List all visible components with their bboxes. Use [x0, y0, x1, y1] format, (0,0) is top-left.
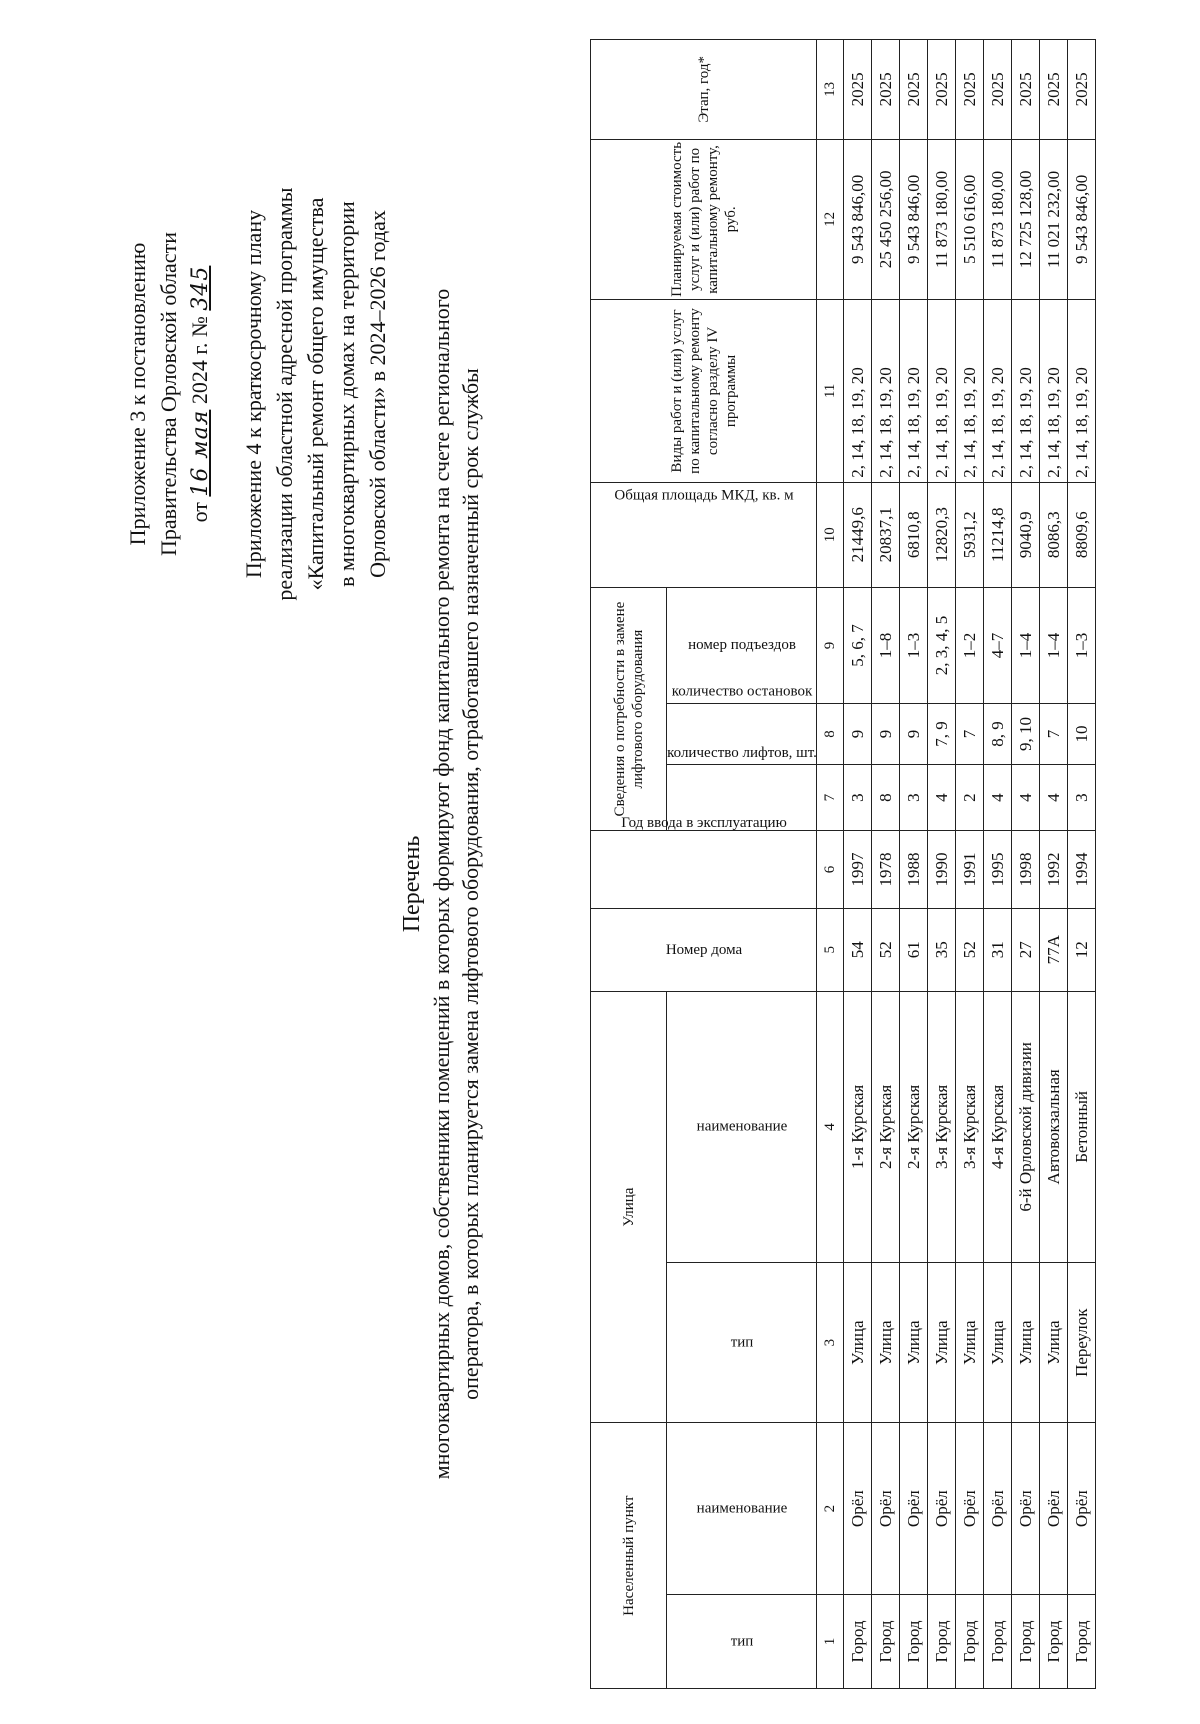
houses-table — [590, 39, 1096, 1689]
cell-works: 2, 14, 18, 19, 20 — [928, 300, 956, 483]
cell-settlement-name: Орёл — [1068, 1423, 1096, 1595]
cell-house-number: 35 — [928, 908, 956, 991]
cell-street-type: Улица — [1012, 1262, 1040, 1422]
cell-street-name: Автовокзальная — [1040, 991, 1068, 1262]
column-number: 10 — [817, 482, 844, 587]
cell-stops-count: 9 — [900, 704, 928, 765]
cell-settlement-name: Орёл — [844, 1423, 872, 1595]
header-entrance-number-text: номер подъездов — [687, 637, 796, 654]
cell-street-name: 1-я Курская — [844, 991, 872, 1262]
header-year — [591, 815, 817, 908]
cell-stops-count: 9, 10 — [1012, 704, 1040, 765]
column-number: 4 — [817, 991, 844, 1262]
appendix-4-line1: Приложение 4 к краткосрочному плану — [241, 209, 266, 579]
cell-stops-count: 9 — [844, 704, 872, 765]
header-stage: Этап, год* — [591, 40, 817, 140]
cell-lift-count: 8 — [872, 764, 900, 830]
column-number: 1 — [817, 1594, 844, 1688]
appendix-3-header — [122, 94, 216, 694]
appendix-4-header — [238, 94, 393, 694]
cell-entrance-number: 1–8 — [872, 587, 900, 703]
cell-street-type: Улица — [844, 1262, 872, 1422]
cell-settlement-type: Город — [956, 1594, 984, 1688]
cell-cost: 25 450 256,00 — [872, 139, 900, 299]
cell-works: 2, 14, 18, 19, 20 — [956, 300, 984, 483]
cell-lift-count: 3 — [1068, 764, 1096, 830]
cell-entrance-number: 2, 3, 4, 5 — [928, 587, 956, 703]
cell-stage: 2025 — [1040, 40, 1068, 140]
cell-street-type: Переулок — [1068, 1262, 1096, 1422]
cell-stops-count: 7 — [956, 704, 984, 765]
cell-street-type: Улица — [984, 1262, 1012, 1422]
cell-house-number: 52 — [956, 908, 984, 991]
column-numbers-row — [817, 40, 844, 1689]
cell-works: 2, 14, 18, 19, 20 — [984, 300, 1012, 483]
table-row — [1040, 40, 1068, 1689]
cell-works: 2, 14, 18, 19, 20 — [844, 300, 872, 483]
header-house-number-text: Номер дома — [665, 941, 742, 958]
cell-year: 1978 — [872, 831, 900, 908]
table-body — [844, 40, 1096, 1689]
cell-year: 1997 — [844, 831, 872, 908]
column-number: 2 — [817, 1423, 844, 1595]
cell-street-type: Улица — [900, 1262, 928, 1422]
cell-settlement-type: Город — [928, 1594, 956, 1688]
cell-works: 2, 14, 18, 19, 20 — [1040, 300, 1068, 483]
cell-street-name: 3-я Курская — [956, 991, 984, 1262]
appendix-3-line1: Приложение 3 к постановлению — [125, 242, 150, 546]
cell-entrance-number: 5, 6, 7 — [844, 587, 872, 703]
cell-house-number: 12 — [1068, 908, 1096, 991]
header-settlement-type-text: тип — [730, 1633, 753, 1650]
column-number: 7 — [817, 764, 844, 830]
cell-settlement-type: Город — [872, 1594, 900, 1688]
cell-settlement-type: Город — [900, 1594, 928, 1688]
header-lift-info: Сведения о потребности в замене лифтового оборудования — [591, 587, 667, 830]
cell-street-name: 4-я Курская — [984, 991, 1012, 1262]
cell-year: 1990 — [928, 831, 956, 908]
cell-settlement-type: Город — [1040, 1594, 1068, 1688]
cell-area: 8086,3 — [1040, 482, 1068, 587]
cell-works: 2, 14, 18, 19, 20 — [872, 300, 900, 483]
cell-cost: 11 873 180,00 — [928, 139, 956, 299]
cell-stage: 2025 — [1068, 40, 1096, 140]
cell-stage: 2025 — [1012, 40, 1040, 140]
cell-settlement-name: Орёл — [928, 1423, 956, 1595]
cell-entrance-number: 4–7 — [984, 587, 1012, 703]
table-row — [984, 40, 1012, 1689]
header-area — [591, 482, 817, 587]
cell-cost: 9 543 846,00 — [900, 139, 928, 299]
cell-cost: 11 021 232,00 — [1040, 139, 1068, 299]
cell-lift-count: 4 — [1040, 764, 1068, 830]
cell-stops-count: 10 — [1068, 704, 1096, 765]
cell-house-number: 54 — [844, 908, 872, 991]
cell-cost: 9 543 846,00 — [844, 139, 872, 299]
cell-cost: 5 510 616,00 — [956, 139, 984, 299]
cell-stage: 2025 — [928, 40, 956, 140]
cell-area: 8809,6 — [1068, 482, 1096, 587]
appendix-3-line2: Правительства Орловской области — [156, 232, 181, 556]
cell-lift-count: 4 — [984, 764, 1012, 830]
cell-area: 9040,9 — [1012, 482, 1040, 587]
appendix-4-line3: «Капитальный ремонт общего имущества — [303, 197, 328, 591]
cell-area: 20837,1 — [872, 482, 900, 587]
cell-stage: 2025 — [956, 40, 984, 140]
cell-year: 1995 — [984, 831, 1012, 908]
cell-settlement-type: Город — [1068, 1594, 1096, 1688]
date-suffix: 2024 г. № — [187, 316, 212, 405]
cell-street-name: 6-й Орловской дивизии — [1012, 991, 1040, 1262]
appendix-4-line2: реализации областной адресной программы — [272, 187, 297, 601]
header-street: Улица — [591, 991, 667, 1423]
header-area-text: Общая площадь МКД, кв. м — [613, 487, 794, 504]
cell-year: 1998 — [1012, 831, 1040, 908]
cell-settlement-type: Город — [984, 1594, 1012, 1688]
cell-works: 2, 14, 18, 19, 20 — [1068, 300, 1096, 483]
cell-street-type: Улица — [872, 1262, 900, 1422]
cell-settlement-name: Орёл — [984, 1423, 1012, 1595]
cell-lift-count: 4 — [1012, 764, 1040, 830]
cell-cost: 12 725 128,00 — [1012, 139, 1040, 299]
cell-settlement-type: Город — [1012, 1594, 1040, 1688]
cell-stops-count: 7 — [1040, 704, 1068, 765]
cell-year: 1991 — [956, 831, 984, 908]
header-cost: Планируемая стоимость услуг и (или) работ по капитальному ремонту, руб. — [591, 139, 817, 299]
cell-entrance-number: 1–3 — [1068, 587, 1096, 703]
cell-stops-count: 8, 9 — [984, 704, 1012, 765]
cell-area: 6810,8 — [900, 482, 928, 587]
cell-lift-count: 3 — [844, 764, 872, 830]
appendix-4-line4: в многоквартирных домах на территории — [334, 201, 359, 587]
cell-works: 2, 14, 18, 19, 20 — [900, 300, 928, 483]
column-number: 11 — [817, 300, 844, 483]
cell-entrance-number: 1–2 — [956, 587, 984, 703]
header-lift-count-text: количество лифтов, шт. — [666, 745, 817, 762]
cell-area: 5931,2 — [956, 482, 984, 587]
cell-cost: 9 543 846,00 — [1068, 139, 1096, 299]
title-line2: оператора, в которых планируется замена лифтового оборудования, отработавшего назначенный срок службы — [458, 368, 483, 1400]
column-number: 13 — [817, 40, 844, 140]
date-prefix: от — [187, 502, 212, 523]
cell-stops-count: 7, 9 — [928, 704, 956, 765]
cell-lift-count: 2 — [956, 764, 984, 830]
table-row — [1068, 40, 1096, 1689]
column-number: 12 — [817, 139, 844, 299]
header-street-type-text: тип — [730, 1334, 753, 1351]
cell-stage: 2025 — [900, 40, 928, 140]
cell-entrance-number: 1–4 — [1012, 587, 1040, 703]
cell-street-name: 2-я Курская — [900, 991, 928, 1262]
cell-street-type: Улица — [956, 1262, 984, 1422]
column-number: 6 — [817, 831, 844, 908]
header-settlement-type — [667, 1594, 817, 1688]
cell-entrance-number: 1–4 — [1040, 587, 1068, 703]
cell-house-number: 77А — [1040, 908, 1068, 991]
cell-settlement-name: Орёл — [1040, 1423, 1068, 1595]
cell-street-name: 2-я Курская — [872, 991, 900, 1262]
cell-works: 2, 14, 18, 19, 20 — [1012, 300, 1040, 483]
table-row — [928, 40, 956, 1689]
cell-house-number: 61 — [900, 908, 928, 991]
table-row — [844, 40, 872, 1689]
cell-settlement-type: Город — [844, 1594, 872, 1688]
title-line1: многоквартирных домов, собственники помещений в которых формируют фонд капитального ремонта на счете регионального — [429, 288, 454, 1480]
cell-lift-count: 3 — [900, 764, 928, 830]
cell-area: 11214,8 — [984, 482, 1012, 587]
cell-settlement-name: Орёл — [900, 1423, 928, 1595]
header-works: Виды работ и (или) услуг по капитальному ремонту согласно разделу IV программы — [591, 300, 817, 483]
handwritten-date: 16 мая — [188, 409, 213, 497]
cell-street-type: Улица — [1040, 1262, 1068, 1422]
cell-cost: 11 873 180,00 — [984, 139, 1012, 299]
column-number: 8 — [817, 704, 844, 765]
cell-stage: 2025 — [872, 40, 900, 140]
header-house-number — [591, 908, 817, 991]
cell-settlement-name: Орёл — [872, 1423, 900, 1595]
header-street-name-text: наименование — [696, 1118, 787, 1135]
title-heading: Перечень — [399, 835, 425, 933]
document-title — [398, 104, 485, 1664]
column-number: 9 — [817, 587, 844, 703]
cell-street-name: 3-я Курская — [928, 991, 956, 1262]
cell-stops-count: 9 — [872, 704, 900, 765]
header-settlement-name-text: наименование — [696, 1500, 787, 1517]
cell-year: 1988 — [900, 831, 928, 908]
cell-street-type: Улица — [928, 1262, 956, 1422]
handwritten-number: 345 — [188, 265, 213, 311]
cell-year: 1992 — [1040, 831, 1068, 908]
cell-house-number: 27 — [1012, 908, 1040, 991]
cell-stage: 2025 — [984, 40, 1012, 140]
cell-entrance-number: 1–3 — [900, 587, 928, 703]
cell-lift-count: 4 — [928, 764, 956, 830]
cell-stage: 2025 — [844, 40, 872, 140]
header-settlement-name — [667, 1423, 817, 1595]
header-street-name — [667, 991, 817, 1262]
table-row — [900, 40, 928, 1689]
table-row — [956, 40, 984, 1689]
cell-settlement-name: Орёл — [956, 1423, 984, 1595]
cell-year: 1994 — [1068, 831, 1096, 908]
header-year-text: Год ввода в эксплуатацию — [620, 815, 787, 831]
cell-house-number: 52 — [872, 908, 900, 991]
column-number: 3 — [817, 1262, 844, 1422]
table-row — [872, 40, 900, 1689]
header-stops-count-text: количество остановок — [671, 683, 812, 700]
header-settlement: Населенный пункт — [591, 1423, 667, 1689]
cell-area: 12820,3 — [928, 482, 956, 587]
cell-settlement-name: Орёл — [1012, 1423, 1040, 1595]
table-row — [1012, 40, 1040, 1689]
cell-house-number: 31 — [984, 908, 1012, 991]
column-number: 5 — [817, 908, 844, 991]
appendix-4-line5: Орловской области» в 2024–2026 годах — [365, 210, 390, 578]
appendix-3-date-line — [184, 94, 216, 694]
cell-area: 21449,6 — [844, 482, 872, 587]
cell-street-name: Бетонный — [1068, 991, 1096, 1262]
header-street-type — [667, 1262, 817, 1422]
